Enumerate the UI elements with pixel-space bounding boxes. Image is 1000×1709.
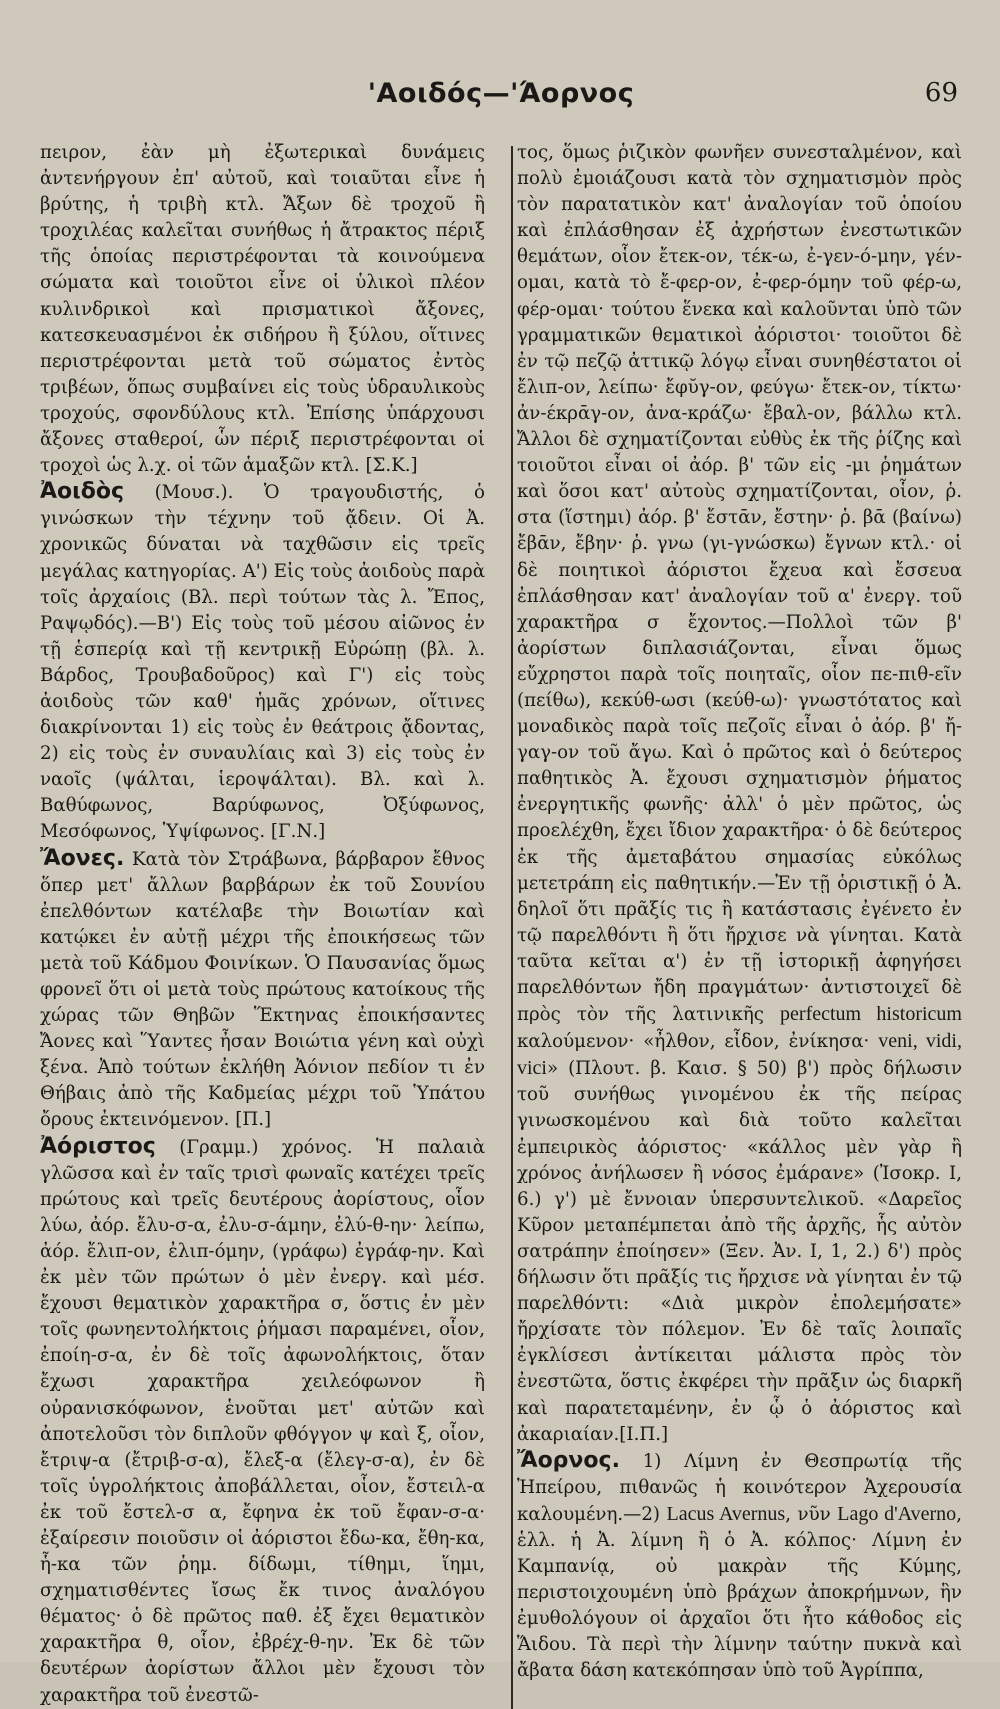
body-text: (Μουσ.). Ὁ τραγουδιστής, ὁ γινώσκων τὴν τέχνην τοῦ ᾄδειν. Οἱ Ἀ. χρονικῶς δύναται νὰ ταχθῶσιν εἰς τρεῖς μεγάλας κατηγορίας. Α') Εἰς τοὺς ἀοιδοὺς παρὰ τοῖς ἀρχαίοις (Βλ. περὶ τούτων τὰς λ. Ἔπος, Ραψῳδός).—Β') Εἰς τοὺς τοῦ μέσου αἰῶνος ἐν τῇ ἑσπερίᾳ καὶ τῇ κεντρικῇ Εὐρώπῃ (βλ. λ. Βάρδος, Τρουβαδοῦρος) καὶ Γ') εἰς τοὺς ἀοιδοὺς τῶν καθ' ἡμᾶς χρόνων, οἵτινες διακρίνονται 1) εἰς τοὺς ἐν θεάτροις ᾄδοντας, 2) εἰς τοὺς ἐν συναυλίαις καὶ 3) εἰς τοὺς ἐν ναοῖς (ψάλται, ἱεροψάλται). Βλ. καὶ λ. Βαθύφωνος, Βαρύφωνος, Ὀξύφωνος, Μεσόφωνος, Ὑψίφωνος. [Γ.Ν.] xyxy=(40,482,485,843)
body-text: τος, ὅμως ῥιζικὸν φωνῆεν συνεσταλμένον, καὶ πολὺ ἐμοιάζουσι κατὰ τὸν σχηματισμὸν πρὸς τὸν παρατατικὸν κατ' ἀναλογίαν τοῦ ὁποίου καὶ ἐπλάσθησαν ἐξ ἀχρήστων ἐνεστωτικῶν θεμάτων, οἷον ἔτεκ-ον, τέκ-ω, ἐ-γεν-ό-μην, γέν-ομαι, κατὰ τὸ ἔ-φερ-ον, ἐ-φερ-όμην τοῦ φέρ-ω, φέρ-ομαι· τούτου ἕνεκα καὶ καλοῦνται ὑπὸ τῶν γραμματικῶν θεματικοὶ ἀόριστοι· τοιοῦτοι δὲ ἐν τῷ πεζῷ ἀττικῷ λόγῳ εἶναι συνηθέστατοι οἱ ἔλιπ-ον, λείπω· ἔφῠγ-ον, φεύγω· ἔτεκ-ον, τίκτω· ἀν-έκρᾱγ-ον, ἀνα-κράζω· ἔβαλ-ον, βάλλω κτλ. Ἄλλοι δὲ σχηματίζονται εὐθὺς ἐκ τῆς ῥίζης καὶ τοιοῦτοι εἶναι οἱ ἀόρ. β' τῶν εἰς -μι ῥημάτων καὶ ὅσοι κατ' αὐτοὺς σχηματίζονται, οἷον, ῥ. στα (ἵστημι) ἀόρ. β' ἔστᾱν, ἔστην· ῥ. βᾱ (βαίνω) ἔβᾱν, ἔβην· ῥ. γνω (γι-γνώσκω) ἔγνων κτλ.· οἱ δὲ ποιητικοὶ ἀόριστοι ἔχευα καὶ ἔσσευα ἐπλάσθησαν κατ' ἀναλογίαν τοῦ α' ἐνεργ. τοῦ χαρακτῆρα σ ἔχοντος.—Πολλοὶ τῶν β' ἀορίστων διπλασιάζονται, εἶναι ὅμως εὔχρηστοι παρὰ τοῖς ποιηταῖς, οἷον πε-πιθ-εῖν (πείθω), κεκύθ-ωσι (κεύθ-ω)· γνωστότατος καὶ μοναδικὸς παρὰ τοῖς πεζοῖς εἶναι ὁ ἀόρ. β' ἤ-γαγ-ον τοῦ ἄγω. Καὶ ὁ πρῶτος καὶ ὁ δεύτερος παθητικὸς Ἀ. ἔχουσι σχηματισμὸν ῥήματος ἐνεργητικῆς φωνῆς· ἀλλ' ὁ μὲν πρῶτος, ὡς προελέχθη, ἔχει ἴδιον χαρακτῆρα· ὁ δὲ δεύτερος ἐκ τῆς ἀμεταβάτου σημασίας εὐκόλως μετετράπη εἰς παθητικήν.—Ἐν τῇ ὁριστικῇ ὁ Ἀ. δηλοῖ ὅτι πρᾶξίς τις ἢ κατάστασις ἐγένετο ἐν τῷ παρελθόντι ἢ ὅτι ἤρχισε νὰ γίνηται. Κατὰ ταῦτα κεῖται α') ἐν τῇ ἱστορικῇ ἀφηγήσει παρελθόντων ἤδη πραγμάτων· ἀντιστοιχεῖ δὲ πρὸς τὸν τῆς λατινικῆς xyxy=(517,142,962,1026)
latin-term: Lacus Avernus xyxy=(666,1502,786,1525)
right-column xyxy=(517,140,962,1709)
body-text: , νῦν xyxy=(785,1503,831,1525)
body-text: » (Πλουτ. β. Καισ. § 50) β') πρὸς δήλωσιν τοῦ συνήθως γινομένου ἐκ τῆς πείρας γινωσκομένου καὶ διὰ τοῦτο καλεῖται ἐμπειρικὸς ἀόριστος· «κάλλος μὲν γὰρ ἢ χρόνος ἀνήλωσεν ἢ νόσος ἐμάρανε» (Ἰσοκρ. I, 6.) γ') μὲ ἔννοιαν ὑπερσυντελικοῦ. «Δαρεῖος Κῦρον μεταπέμπεται ἀπὸ τῆς ἀρχῆς, ἧς αὐτὸν σατράπην ἐποίησεν» (Ξεν. Ἀν. I, 1, 2.) δ') πρὸς δήλωσιν ὅτι πρᾶξίς τις ἤρχισε νὰ γίνηται ἐν τῷ παρελθόντι: «Διὰ μικρὸν ἐπολεμήσατε» ἤρχίσατε τὸν πόλεμον. Ἐν δὲ ταῖς λοιπαῖς ἐγκλίσεσι ἀντίκειται μάλιστα πρὸς τὸν ἐνεστῶτα, ὅστις ἐκφέρει τὴν πρᾶξιν ὡς διαρκῆ καὶ παρατεταμένην, ἐν ᾧ ὁ ἀόριστος καὶ ἀκαριαίαν.[Ι.Π.] xyxy=(517,1058,962,1445)
lemma: Ἄονες. xyxy=(40,845,125,871)
latin-quote: veni, vidi, vici xyxy=(517,1030,962,1080)
entry-aoristos xyxy=(40,1134,485,1709)
body-text: καλούμενον· «ἦλθον, εἶδον, ἐνίκησα· xyxy=(517,1031,870,1053)
body-text: (Γραμμ.) χρόνος. Ἡ παλαιὰ γλῶσσα καὶ ἐν ταῖς τρισὶ φωναῖς κατέχει τρεῖς πρώτους καὶ τρεῖς δευτέρους ἀορίστους, οἷον λύω, ἀόρ. ἔλυ-σ-α, ἐλυ-σ-άμην, ἐλύ-θ-ην· λείπω, ἀόρ. ἔλιπ-ον, ἐλιπ-όμην, (γράφω) ἐγράφ-ην. Καὶ ἐκ μὲν τῶν πρώτων ὁ μὲν ἐνεργ. καὶ μέσ. ἔχουσι θεματικὸν χαρακτῆρα σ, ὅστις ἐν μὲν τοῖς φωνηεντολήκτοις ῥήμασι παραμένει, οἷον, ἐποίη-σ-α, ἐν δὲ τοῖς ἀφωνολήκτοις, ὅταν ἔχωσι χαρακτῆρα χειλεόφωνον ἢ οὐρανισκόφωνον, ἑνοῦται μετ' αὐτῶν καὶ ἀποτελοῦσι τὸν διπλοῦν φθόγγον ψ καὶ ξ, οἷον, ἔτριψ-α (ἔτριβ-σ-α), ἔλεξ-α (ἔλεγ-σ-α), ἐν δὲ τοῖς ὑγρολήκτοις ἀποβάλλεται, οἷον, ἔστειλ-α ἐκ τοῦ ἔστελ-σ α, ἔφηνα ἐκ τοῦ ἔφαν-σ-α· ἐξαίρεσιν ποιοῦσιν οἱ ἀόριστοι ἔδω-κα, ἔθη-κα, ἧ-κα τῶν ῥημ. δίδωμι, τίθημι, ἵημι, σχηματισθέντες ἴσως ἔκ τινος ἀναλόγου θέματος· ὁ δὲ πρῶτος παθ. ἐξ ἔχει θεματικὸν χαρακτῆρα θ, οἷον, ἐβρέχ-θ-ην. Ἐκ δὲ τῶν δευτέρων ἀορίστων ἄλλοι μὲν ἔχουσι τὸν χαρακτῆρα τοῦ ἐνεστῶ- xyxy=(40,1136,485,1706)
lemma: Ἀοιδὸς xyxy=(40,479,124,505)
lemma: Ἄορνος. xyxy=(517,1447,620,1473)
entry-continuation xyxy=(517,140,962,1448)
page-header xyxy=(40,70,962,118)
page-number: 69 xyxy=(924,78,958,108)
entry-aornos xyxy=(517,1448,962,1685)
body-text: 1) Λίμνη ἐν Θεσπρωτίᾳ τῆς Ἠπείρου, πιθανῶς ἡ κοινότερον Ἀχερουσία καλουμένη.—2) xyxy=(517,1450,962,1525)
lemma: Ἀόριστος xyxy=(40,1133,156,1159)
text-columns xyxy=(40,140,962,1709)
body-text: , ἑλλ. ἡ Ἀ. λίμνη ἢ ὁ Ἀ. κόλπος· Λίμνη ἐν Καμπανίᾳ, οὐ μακρὰν τῆς Κύμης, περιστοιχουμένη ὑπὸ βράχων ἀποκρήμνων, ἣν ἐμυθολόγουν οἱ ἀρχαῖοι ὅτι ἦτο κάθοδος εἰς Ἅιδου. Τὰ περὶ τὴν λίμνην ταύτην πυκνὰ καὶ ἄβατα δάση κατεκόπησαν ὑπὸ τοῦ Ἀγρίππα, xyxy=(517,1503,962,1682)
column-divider xyxy=(511,146,513,1709)
latin-term: Lago d'Averno xyxy=(837,1502,957,1525)
body-text: Κατὰ τὸν Στράβωνα, βάρβαρον ἔθνος ὅπερ μετ' ἄλλων βαρβάρων ἐκ τοῦ Σουνίου ἐπελθόντων κατέλαβε τὴν Βοιωτίαν καὶ κατῴκει ἐν αὐτῇ μέχρι τῆς ἐποικήσεως τῶν μετὰ τοῦ Κάδμου Φοινίκων. Ὁ Παυσανίας ὅμως φρονεῖ ὅτι οἱ μετὰ τοὺς πρώτους κατοίκους τῆς χώρας τῶν Θηβῶν Ἕκτηνας ἐποικήσαντες Ἄονες καὶ Ὕαντες ἦσαν Βοιώτια γένη καὶ οὐχὶ ξένα. Ἀπὸ τούτων ἐκλήθη Ἀόνιον πεδίον τι ἐν Θήβαις ἀπὸ τῆς Καδμείας μέχρι τοῦ Ὑπάτου ὄρους ἐκτεινόμενον. [Π.] xyxy=(40,848,485,1131)
entry-continuation xyxy=(40,140,485,479)
entry-aoidos xyxy=(40,479,485,845)
left-column xyxy=(40,140,485,1709)
body-text: πειρον, ἐὰν μὴ ἐξωτερικαὶ δυνάμεις ἀντενήργουν ἐπ' αὐτοῦ, καὶ τοιαῦται εἶνε ἡ βρύτης, ἡ τριβὴ κτλ. Ἄξων δὲ τροχοῦ ἢ τροχιλέας καλεῖται συνήθως ἡ ἄτρακτος πέριξ τῆς ὁποίας περιστρέφονται τὰ κοινούμενα σώματα καὶ τοιοῦτοι εἶνε οἱ ὑλικοὶ πλέον κυλινδρικοὶ καὶ πρισματικοὶ ἄξονες, κατεσκευασμένοι ἐκ σιδήρου ἢ ξύλου, οἵτινες περιστρέφονται μετὰ τοῦ σώματος ἐντὸς τριβέων, ὅπως συμβαίνει εἰς τοὺς ὑδραυλικοὺς τροχούς, σφονδύλους κτλ. Ἐπίσης ὑπάρχουσι ἄξονες σταθεροί, ὧν πέριξ περιστρέφονται οἱ τροχοὶ ὡς λ.χ. οἱ τῶν ἁμαξῶν κτλ. [Σ.Κ.] xyxy=(40,142,485,477)
running-head: 'Αοιδός—'Άορνος xyxy=(367,78,635,109)
entry-aones xyxy=(40,846,485,1134)
latin-term: perfectum historicum xyxy=(780,1003,962,1026)
